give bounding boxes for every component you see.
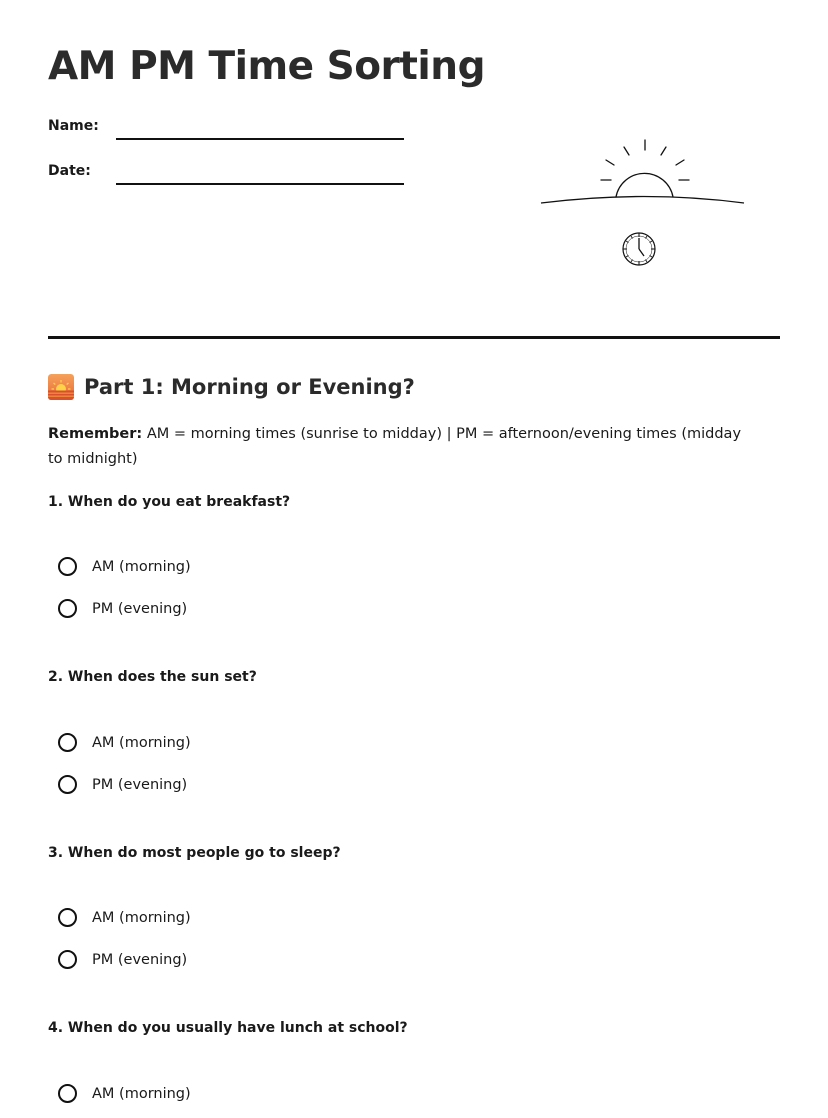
radio-button[interactable] bbox=[58, 950, 77, 969]
option-am[interactable] bbox=[58, 733, 191, 752]
radio-button[interactable] bbox=[58, 599, 77, 618]
option-label: PM (evening) bbox=[92, 776, 188, 793]
option-label: PM (evening) bbox=[92, 951, 188, 968]
option-label: PM (evening) bbox=[92, 600, 188, 617]
option-label: AM (morning) bbox=[92, 909, 191, 926]
option-am[interactable] bbox=[58, 557, 191, 576]
name-field[interactable] bbox=[116, 138, 404, 140]
sun-icon bbox=[601, 140, 689, 197]
option-pm[interactable] bbox=[58, 599, 187, 618]
question-text: 4. When do you usually have lunch at school? bbox=[48, 1020, 408, 1036]
name-label: Name: bbox=[48, 118, 99, 134]
option-am[interactable] bbox=[58, 908, 191, 927]
question-text: 2. When does the sun set? bbox=[48, 669, 257, 685]
worksheet-page bbox=[48, 0, 780, 1118]
option-pm[interactable] bbox=[58, 775, 187, 794]
page-title: AM PM Time Sorting bbox=[48, 44, 485, 89]
sunrise-clock-illustration bbox=[538, 132, 753, 272]
reminder-body: AM = morning times (sunrise to midday) | PM = afternoon/evening times (midday to midnight) bbox=[48, 426, 742, 467]
section-divider bbox=[48, 336, 780, 339]
date-label: Date: bbox=[48, 163, 91, 179]
radio-button[interactable] bbox=[58, 908, 77, 927]
question-text: 3. When do most people go to sleep? bbox=[48, 845, 341, 861]
sunrise-icon bbox=[48, 374, 74, 400]
reminder-text bbox=[48, 422, 748, 472]
reminder-label: Remember: bbox=[48, 426, 143, 442]
option-label: AM (morning) bbox=[92, 734, 191, 751]
clock-icon bbox=[623, 233, 655, 265]
part1-heading bbox=[48, 374, 415, 400]
option-pm[interactable] bbox=[58, 950, 187, 969]
horizon-line bbox=[541, 197, 744, 204]
option-label: AM (morning) bbox=[92, 558, 191, 575]
option-label: AM (morning) bbox=[92, 1085, 191, 1102]
radio-button[interactable] bbox=[58, 557, 77, 576]
part1-title: Part 1: Morning or Evening? bbox=[84, 375, 415, 399]
radio-button[interactable] bbox=[58, 775, 77, 794]
option-am[interactable] bbox=[58, 1084, 191, 1103]
radio-button[interactable] bbox=[58, 1084, 77, 1103]
question-text: 1. When do you eat breakfast? bbox=[48, 494, 291, 510]
radio-button[interactable] bbox=[58, 733, 77, 752]
date-field[interactable] bbox=[116, 183, 404, 185]
